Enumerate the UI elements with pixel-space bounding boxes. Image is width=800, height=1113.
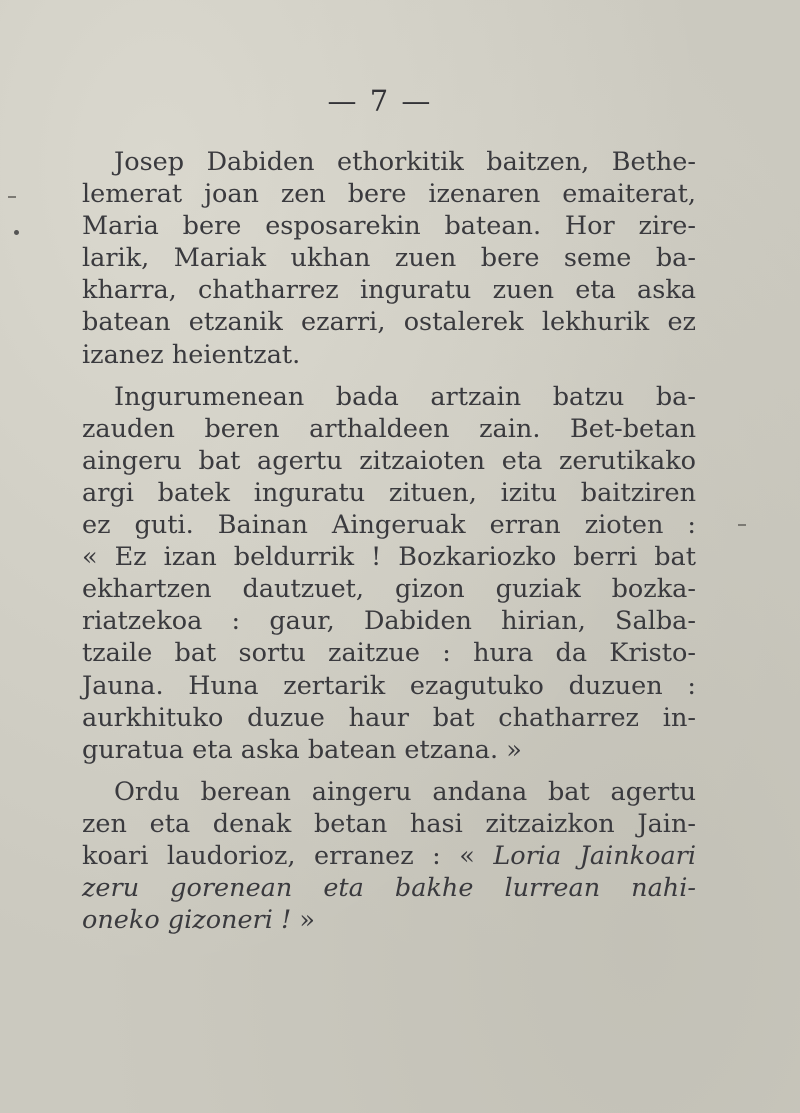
- text-line: aingeru bat agertu zitzaioten eta zerutikako: [82, 445, 696, 476]
- text-line: Jauna. Huna zertarik ezagutuko duzuen :: [82, 670, 696, 701]
- text-line: Ordu berean aingeru andana bat agertu: [114, 776, 696, 807]
- italic-segment: Loria Jainkoari: [493, 840, 697, 871]
- text-line: [82, 904, 696, 936]
- text-line: riatzekoa : gaur, Dabiden hirian, Salba-: [82, 606, 696, 637]
- paragraph-2: [82, 381, 696, 766]
- text-line: tzaile bat sortu zaitzue : hura da Kristo-: [82, 638, 696, 669]
- text-segment: »: [299, 905, 315, 936]
- text-line: larik, Mariak ukhan zuen bere seme ba-: [82, 243, 696, 274]
- text-line: « Ez izan beldurrik ! Bozkariozko berri bat: [82, 542, 696, 573]
- italic-segment: oneko gizoneri !: [82, 905, 292, 936]
- text-line: Ingurumenean bada artzain batzu ba-: [114, 381, 696, 412]
- text-segment: koari laudorioz, erranez : «: [82, 840, 475, 871]
- text-line: guratua eta aska batean etzana. »: [82, 734, 522, 765]
- text-line: zauden beren arthaldeen zain. Bet-betan: [82, 413, 696, 444]
- text-line: batean etzanik ezarri, ostalerek lekhurik ez: [82, 307, 696, 338]
- paragraph-1: [82, 146, 696, 371]
- text-line: izanez heientzat.: [82, 339, 301, 370]
- page-number: — 7 —: [327, 84, 433, 118]
- margin-tick: [8, 196, 16, 198]
- body-text: [82, 146, 696, 946]
- text-line: ekhartzen dautzuet, gizon guziak bozka-: [82, 574, 696, 605]
- text-line: Josep Dabiden ethorkitik baitzen, Bethe-: [114, 147, 696, 177]
- text-line: zen eta denak betan hasi zitzaizkon Jain-: [82, 808, 696, 839]
- text-line: aurkhituko duzue haur bat chatharrez in-: [82, 702, 696, 733]
- text-line: ez guti. Bainan Aingeruak erran zioten :: [82, 510, 696, 541]
- text-line: zeru gorenean eta bakhe lurrean nahi-: [82, 873, 696, 904]
- paragraph-3: [82, 776, 696, 936]
- text-line: argi batek inguratu zituen, izitu baitziren: [82, 477, 696, 508]
- margin-speck: [14, 230, 19, 235]
- margin-tick: [738, 524, 746, 526]
- text-line: [82, 840, 696, 872]
- text-line: lemerat joan zen bere izenaren emaiterat,: [82, 179, 696, 210]
- text-line: kharra, chatharrez inguratu zuen eta aska: [82, 275, 696, 306]
- text-line: Maria bere esposarekin batean. Hor zire-: [82, 211, 696, 242]
